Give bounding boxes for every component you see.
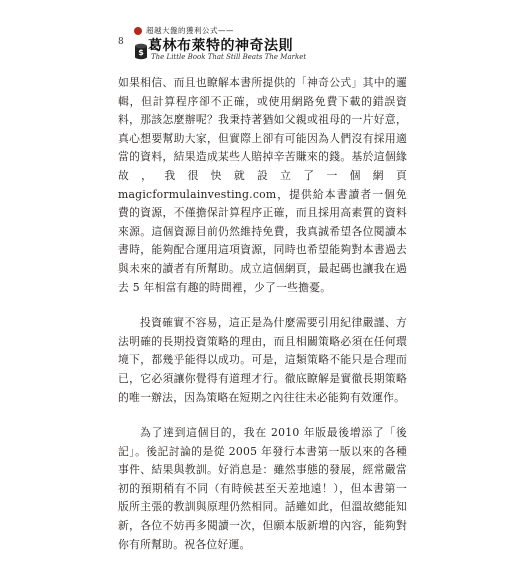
svg-text:$: $ <box>138 48 144 57</box>
red-dot-icon <box>134 27 142 35</box>
body-text <box>118 74 407 571</box>
running-header <box>134 24 374 66</box>
header-subtitle: The Little Book That Still Beats The Market <box>151 53 307 61</box>
page-number: 8 <box>118 37 124 47</box>
header-title: 葛林布萊特的神奇法則 <box>148 38 293 54</box>
paragraph: 為了達到這個目的，我在 2010 年版最後增添了「後記」。後記討論的是從 2005 年發行本書第一版以來的各種事件、結果與教訓。好消息是：雖然事態的發展，經常嚴當初的預期稍有不同（有時候甚至天差地遠！），但本書第一版所主張的教訓與原理仍然相同。話雖如此，但溫故總能知新，各位不妨再多閱讀一次，但願本版新增的內容，能夠對你有所幫助。祝各位好運。 <box>118 426 407 551</box>
coin-stack-icon <box>134 38 148 62</box>
header-kicker: 超越大盤的獲利公式—— <box>146 26 234 35</box>
paragraph: 投資確實不容易，這正是為什麼需要引用紀律嚴謹、方法明確的長期投資策略的理由，而且相關策略必須在任何環境下，都幾乎能得以成功。可是，這類策略不能只是合理而已，它必須讓你覺得有道理才行。徹底瞭解是實徹長期策略的唯一辦法，因為策略在短期之內往往未必能夠有效運作。 <box>118 316 407 404</box>
paragraph: 如果相信、而且也瞭解本書所提供的「神奇公式」其中的邏輯，但計算程序卻不正確，或使用網路免費下載的錯誤資料，那該怎麼辦呢？我秉持著猶如父親或祖母的一片好意，真心想要幫助大家，但實際上卻有可能因為人們沒有採用適當的資料，結果造成某些人賠掉辛苦賺來的錢。基於這個緣故，我很快就設立了一個網頁 magicformulainvesting.com，提供給本書讀者一個免費的資源，不僅擔保計算程序正確，而且採用高素質的資料來源。這個資源目前仍然維持免費，我真誠希望各位閱讀本書時，能夠配合運用這項資源，同時也希望能夠對本書過去與未來的讀者有所幫助。成立這個網頁，最起碼也讓我在過去 5 年相當有趣的時間裡，少了一些擔憂。 <box>118 76 407 294</box>
